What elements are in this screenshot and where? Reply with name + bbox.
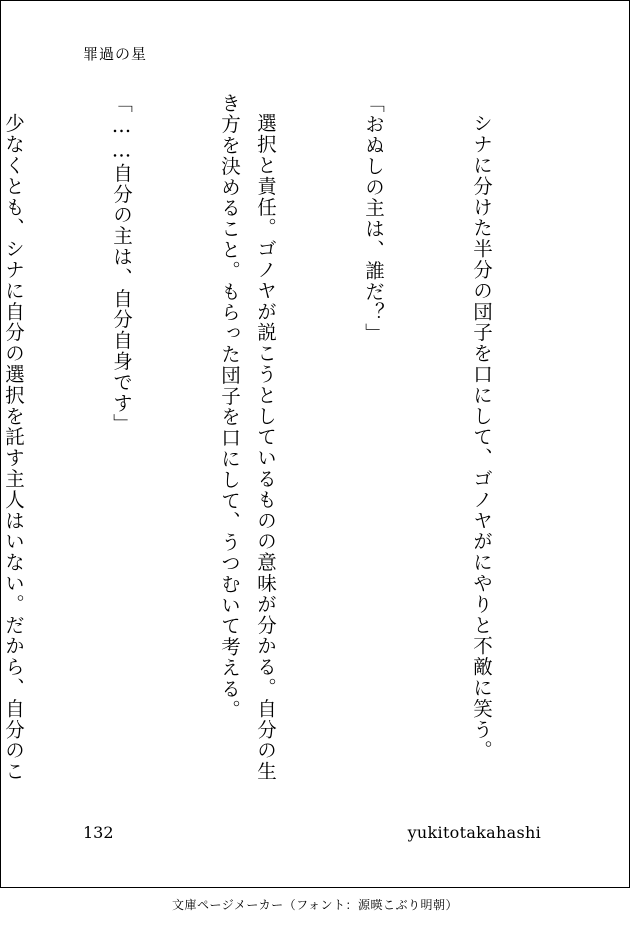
paragraph-dialogue: 「……自分の主は、自分自身です」 <box>110 93 133 435</box>
author-name: yukitotakahashi <box>407 823 541 842</box>
page-number: 132 <box>83 823 114 842</box>
paragraph: シナに分けた半分の団子を口にして、ゴノヤがにやりと不敵に笑う。 <box>470 112 493 761</box>
paragraph: 少なくとも、シナに自分の選択を託す主人はいない。だから、自分のこ <box>2 112 25 782</box>
paragraph: 選択と責任。ゴノヤが説こうとしているものの意味が分かる。自分の生き方を決めること。もらった団子を口にして、うつむいて考える。 <box>218 93 277 782</box>
paragraph-dialogue: 「おぬしの主は、誰だ？」 <box>362 93 385 344</box>
vertical-text-body <box>2 93 571 793</box>
running-title: 罪過の星 <box>83 45 148 63</box>
footer-caption: 文庫ページメーカー（フォント：源暎こぶり明朝） <box>171 898 459 912</box>
